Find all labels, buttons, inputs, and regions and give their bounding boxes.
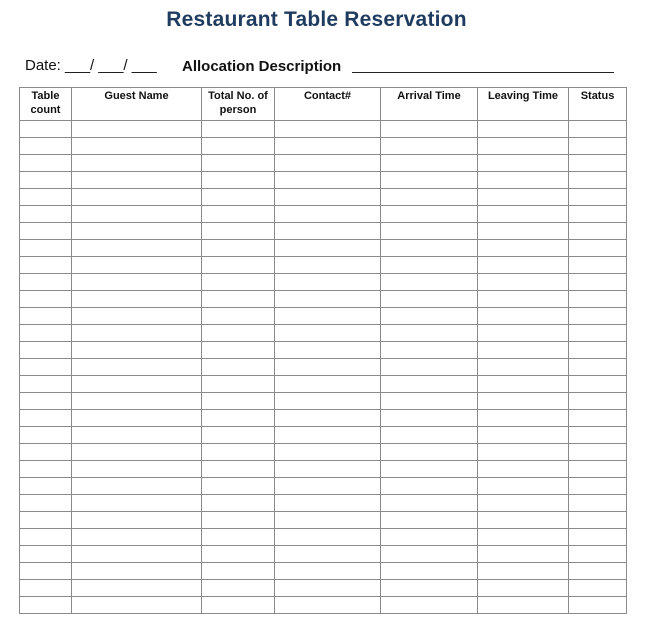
- table-cell[interactable]: [275, 308, 381, 325]
- table-cell[interactable]: [478, 342, 569, 359]
- table-cell[interactable]: [275, 325, 381, 342]
- table-cell[interactable]: [478, 189, 569, 206]
- table-cell[interactable]: [72, 121, 202, 138]
- table-cell[interactable]: [72, 529, 202, 546]
- table-row: [20, 427, 627, 444]
- table-cell[interactable]: [20, 342, 72, 359]
- table-cell[interactable]: [478, 291, 569, 308]
- table-cell[interactable]: [381, 325, 478, 342]
- table-cell[interactable]: [569, 495, 627, 512]
- table-row: [20, 512, 627, 529]
- table-cell[interactable]: [202, 257, 275, 274]
- table-cell[interactable]: [569, 189, 627, 206]
- table-cell[interactable]: [381, 121, 478, 138]
- table-cell[interactable]: [381, 529, 478, 546]
- table-row: [20, 478, 627, 495]
- table-cell[interactable]: [275, 172, 381, 189]
- table-cell[interactable]: [478, 172, 569, 189]
- table-cell[interactable]: [381, 240, 478, 257]
- table-cell[interactable]: [72, 580, 202, 597]
- table-cell[interactable]: [20, 563, 72, 580]
- table-cell[interactable]: [381, 410, 478, 427]
- table-row: [20, 393, 627, 410]
- table-cell[interactable]: [72, 342, 202, 359]
- table-cell[interactable]: [381, 478, 478, 495]
- table-cell[interactable]: [20, 138, 72, 155]
- table-cell[interactable]: [275, 257, 381, 274]
- table-cell[interactable]: [202, 563, 275, 580]
- table-cell[interactable]: [478, 546, 569, 563]
- table-cell[interactable]: [478, 325, 569, 342]
- table-cell[interactable]: [275, 444, 381, 461]
- column-header: Table count: [20, 88, 72, 121]
- table-cell[interactable]: [381, 206, 478, 223]
- table-cell[interactable]: [478, 121, 569, 138]
- table-cell[interactable]: [478, 206, 569, 223]
- table-cell[interactable]: [202, 206, 275, 223]
- table-cell[interactable]: [381, 427, 478, 444]
- table-cell[interactable]: [72, 495, 202, 512]
- table-cell[interactable]: [478, 512, 569, 529]
- table-row: [20, 206, 627, 223]
- table-cell[interactable]: [72, 155, 202, 172]
- allocation-description-label: Allocation Description: [182, 58, 342, 75]
- table-cell[interactable]: [478, 223, 569, 240]
- table-cell[interactable]: [72, 461, 202, 478]
- table-cell[interactable]: [202, 342, 275, 359]
- table-cell[interactable]: [20, 359, 72, 376]
- column-header: Status: [569, 88, 627, 121]
- table-cell[interactable]: [202, 546, 275, 563]
- table-cell[interactable]: [275, 529, 381, 546]
- table-cell[interactable]: [20, 155, 72, 172]
- table-cell[interactable]: [569, 444, 627, 461]
- table-cell[interactable]: [202, 512, 275, 529]
- table-row: [20, 240, 627, 257]
- table-cell[interactable]: [72, 359, 202, 376]
- table-cell[interactable]: [202, 138, 275, 155]
- table-row: [20, 546, 627, 563]
- table-cell[interactable]: [569, 512, 627, 529]
- table-cell[interactable]: [202, 274, 275, 291]
- table-cell[interactable]: [478, 444, 569, 461]
- table-cell[interactable]: [381, 597, 478, 614]
- table-cell[interactable]: [275, 597, 381, 614]
- table-cell[interactable]: [569, 274, 627, 291]
- table-cell[interactable]: [478, 308, 569, 325]
- table-cell[interactable]: [478, 580, 569, 597]
- table-cell[interactable]: [20, 274, 72, 291]
- table-cell[interactable]: [275, 121, 381, 138]
- table-cell[interactable]: [20, 308, 72, 325]
- table-row: [20, 189, 627, 206]
- table-cell[interactable]: [72, 444, 202, 461]
- table-cell[interactable]: [478, 461, 569, 478]
- table-cell[interactable]: [569, 427, 627, 444]
- table-cell[interactable]: [381, 580, 478, 597]
- table-cell[interactable]: [202, 223, 275, 240]
- table-cell[interactable]: [72, 478, 202, 495]
- table-cell[interactable]: [202, 359, 275, 376]
- table-cell[interactable]: [202, 393, 275, 410]
- table-cell[interactable]: [569, 138, 627, 155]
- table-cell[interactable]: [569, 155, 627, 172]
- table-cell[interactable]: [569, 325, 627, 342]
- table-cell[interactable]: [381, 359, 478, 376]
- table-cell[interactable]: [20, 240, 72, 257]
- table-cell[interactable]: [20, 121, 72, 138]
- table-row: [20, 291, 627, 308]
- table-cell[interactable]: [20, 478, 72, 495]
- table-cell[interactable]: [202, 461, 275, 478]
- table-cell[interactable]: [275, 410, 381, 427]
- table-cell[interactable]: [202, 580, 275, 597]
- table-cell[interactable]: [20, 580, 72, 597]
- column-header: Contact#: [275, 88, 381, 121]
- table-cell[interactable]: [20, 546, 72, 563]
- form-title: Restaurant Table Reservation: [166, 8, 467, 31]
- table-cell[interactable]: [72, 376, 202, 393]
- table-cell[interactable]: [20, 461, 72, 478]
- table-cell[interactable]: [72, 172, 202, 189]
- table-cell[interactable]: [20, 495, 72, 512]
- table-row: [20, 274, 627, 291]
- table-cell[interactable]: [20, 291, 72, 308]
- table-cell[interactable]: [20, 512, 72, 529]
- table-cell[interactable]: [275, 563, 381, 580]
- table-cell[interactable]: [569, 529, 627, 546]
- table-cell[interactable]: [20, 393, 72, 410]
- table-cell[interactable]: [20, 206, 72, 223]
- table-cell[interactable]: [569, 546, 627, 563]
- table-cell[interactable]: [478, 478, 569, 495]
- table-cell[interactable]: [478, 427, 569, 444]
- table-row: [20, 172, 627, 189]
- table-cell[interactable]: [20, 529, 72, 546]
- table-cell[interactable]: [275, 359, 381, 376]
- table-cell[interactable]: [202, 121, 275, 138]
- table-cell[interactable]: [569, 223, 627, 240]
- table-cell[interactable]: [569, 563, 627, 580]
- table-cell[interactable]: [275, 546, 381, 563]
- table-row: [20, 563, 627, 580]
- table-cell[interactable]: [275, 240, 381, 257]
- table-cell[interactable]: [72, 563, 202, 580]
- table-cell[interactable]: [478, 495, 569, 512]
- table-cell[interactable]: [569, 257, 627, 274]
- table-cell[interactable]: [381, 546, 478, 563]
- table-cell[interactable]: [202, 478, 275, 495]
- table-cell[interactable]: [275, 580, 381, 597]
- table-header-row: [20, 88, 627, 121]
- table-cell[interactable]: [72, 257, 202, 274]
- date-field[interactable]: Date: ___/ ___/ ___: [25, 57, 157, 74]
- table-cell[interactable]: [275, 512, 381, 529]
- table-cell[interactable]: [478, 138, 569, 155]
- table-cell[interactable]: [569, 342, 627, 359]
- table-cell[interactable]: [381, 257, 478, 274]
- table-cell[interactable]: [72, 274, 202, 291]
- table-cell[interactable]: [275, 223, 381, 240]
- table-cell[interactable]: [381, 444, 478, 461]
- table-row: [20, 138, 627, 155]
- table-row: [20, 597, 627, 614]
- table-cell[interactable]: [275, 206, 381, 223]
- table-cell[interactable]: [202, 325, 275, 342]
- table-row: [20, 223, 627, 240]
- column-header: Total No. of person: [202, 88, 275, 121]
- table-cell[interactable]: [478, 240, 569, 257]
- table-cell[interactable]: [72, 512, 202, 529]
- table-cell[interactable]: [20, 172, 72, 189]
- table-cell[interactable]: [72, 291, 202, 308]
- table-cell[interactable]: [478, 410, 569, 427]
- table-row: [20, 529, 627, 546]
- table-row: [20, 580, 627, 597]
- table-cell[interactable]: [20, 257, 72, 274]
- table-row: [20, 359, 627, 376]
- table-cell[interactable]: [202, 444, 275, 461]
- table-cell[interactable]: [478, 393, 569, 410]
- table-cell[interactable]: [72, 206, 202, 223]
- table-cell[interactable]: [275, 274, 381, 291]
- table-cell[interactable]: [72, 427, 202, 444]
- table-cell[interactable]: [381, 376, 478, 393]
- table-cell[interactable]: [478, 274, 569, 291]
- table-cell[interactable]: [569, 461, 627, 478]
- table-cell[interactable]: [381, 308, 478, 325]
- table-cell[interactable]: [72, 189, 202, 206]
- table-row: [20, 461, 627, 478]
- table-cell[interactable]: [478, 257, 569, 274]
- table-cell[interactable]: [72, 546, 202, 563]
- table-row: [20, 257, 627, 274]
- table-cell[interactable]: [202, 529, 275, 546]
- table-cell[interactable]: [202, 597, 275, 614]
- table-cell[interactable]: [569, 291, 627, 308]
- table-cell[interactable]: [202, 189, 275, 206]
- table-row: [20, 325, 627, 342]
- table-cell[interactable]: [381, 393, 478, 410]
- table-cell[interactable]: [381, 563, 478, 580]
- table-cell[interactable]: [275, 495, 381, 512]
- table-cell[interactable]: [72, 138, 202, 155]
- table-cell[interactable]: [202, 240, 275, 257]
- table-cell[interactable]: [72, 223, 202, 240]
- table-cell[interactable]: [202, 172, 275, 189]
- table-cell[interactable]: [275, 461, 381, 478]
- table-cell[interactable]: [478, 563, 569, 580]
- table-body: [20, 121, 627, 614]
- table-cell[interactable]: [275, 189, 381, 206]
- table-cell[interactable]: [20, 189, 72, 206]
- table-cell[interactable]: [72, 240, 202, 257]
- table-cell[interactable]: [478, 597, 569, 614]
- table-cell[interactable]: [202, 155, 275, 172]
- table-cell[interactable]: [202, 427, 275, 444]
- table-cell[interactable]: [569, 393, 627, 410]
- table-cell[interactable]: [381, 461, 478, 478]
- allocation-description-field[interactable]: [352, 72, 614, 73]
- table-cell[interactable]: [275, 376, 381, 393]
- table-cell[interactable]: [20, 444, 72, 461]
- table-row: [20, 342, 627, 359]
- table-cell[interactable]: [569, 376, 627, 393]
- table-cell[interactable]: [202, 376, 275, 393]
- table-row: [20, 376, 627, 393]
- table-cell[interactable]: [569, 597, 627, 614]
- table-cell[interactable]: [275, 478, 381, 495]
- table-cell[interactable]: [569, 121, 627, 138]
- table-row: [20, 410, 627, 427]
- table-row: [20, 495, 627, 512]
- table-cell[interactable]: [275, 393, 381, 410]
- table-row: [20, 444, 627, 461]
- column-header: Arrival Time: [381, 88, 478, 121]
- table-cell[interactable]: [569, 359, 627, 376]
- table-cell[interactable]: [275, 138, 381, 155]
- table-cell[interactable]: [381, 291, 478, 308]
- table-cell[interactable]: [569, 206, 627, 223]
- table-cell[interactable]: [72, 325, 202, 342]
- table-row: [20, 308, 627, 325]
- table-cell[interactable]: [569, 410, 627, 427]
- table-row: [20, 155, 627, 172]
- column-header: Guest Name: [72, 88, 202, 121]
- table-cell[interactable]: [381, 189, 478, 206]
- table-cell[interactable]: [275, 342, 381, 359]
- table-cell[interactable]: [569, 172, 627, 189]
- table-cell[interactable]: [20, 223, 72, 240]
- table-cell[interactable]: [569, 308, 627, 325]
- table-cell[interactable]: [202, 291, 275, 308]
- table-cell[interactable]: [381, 223, 478, 240]
- column-header: Leaving Time: [478, 88, 569, 121]
- table-row: [20, 121, 627, 138]
- table-cell[interactable]: [381, 138, 478, 155]
- table-cell[interactable]: [20, 597, 72, 614]
- table-cell[interactable]: [72, 410, 202, 427]
- table-cell[interactable]: [569, 580, 627, 597]
- table-cell[interactable]: [569, 478, 627, 495]
- table-cell[interactable]: [478, 155, 569, 172]
- table-cell[interactable]: [275, 155, 381, 172]
- table-cell[interactable]: [275, 291, 381, 308]
- reservation-table: [19, 87, 627, 614]
- table-cell[interactable]: [72, 393, 202, 410]
- table-cell[interactable]: [381, 512, 478, 529]
- table-cell[interactable]: [202, 410, 275, 427]
- table-cell[interactable]: [202, 308, 275, 325]
- table-cell[interactable]: [72, 308, 202, 325]
- table-cell[interactable]: [478, 376, 569, 393]
- table-cell[interactable]: [381, 274, 478, 291]
- table-cell[interactable]: [381, 155, 478, 172]
- table-cell[interactable]: [569, 240, 627, 257]
- table-cell[interactable]: [478, 359, 569, 376]
- table-cell[interactable]: [478, 529, 569, 546]
- table-cell[interactable]: [20, 325, 72, 342]
- table-cell[interactable]: [275, 427, 381, 444]
- table-cell[interactable]: [381, 495, 478, 512]
- table-cell[interactable]: [72, 597, 202, 614]
- table-cell[interactable]: [20, 376, 72, 393]
- table-cell[interactable]: [381, 342, 478, 359]
- table-cell[interactable]: [381, 172, 478, 189]
- table-cell[interactable]: [20, 427, 72, 444]
- table-cell[interactable]: [20, 410, 72, 427]
- table-cell[interactable]: [202, 495, 275, 512]
